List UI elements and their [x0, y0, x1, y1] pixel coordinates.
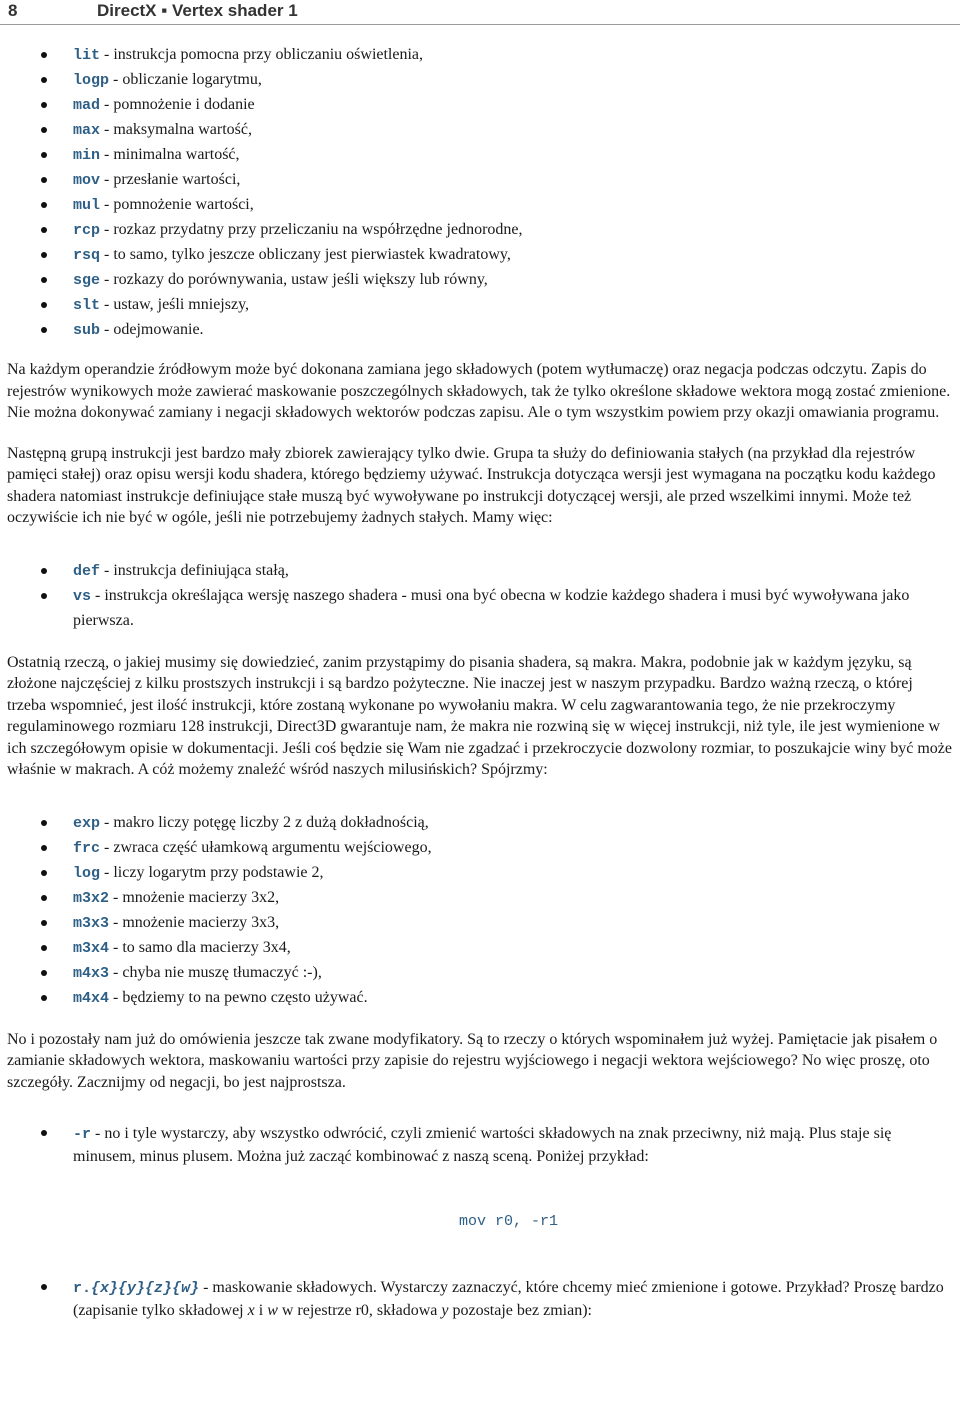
list-item-text: - to samo, tylko jeszcze obliczany jest pierwiastek kwadratowy,: [100, 246, 511, 263]
list-item: [7, 168, 955, 193]
list-item-text: - mnożenie macierzy 3x3,: [109, 913, 280, 931]
var-y: y: [441, 1301, 449, 1319]
instruction-list: [7, 43, 955, 343]
list-item: [7, 193, 955, 218]
list-item: [7, 861, 955, 886]
bullet-icon: [41, 252, 47, 258]
bullet-icon: [41, 995, 47, 1001]
header-rule: [0, 24, 960, 25]
list-item: [7, 318, 955, 343]
code-keyword: log: [73, 864, 101, 882]
bullet-icon: [41, 970, 47, 976]
paragraph-operands: Na każdym operandzie źródłowym może być dokonana zamiana jego składowych (potem wytłumaczę) oraz negacja podczas odczytu. Zapis do rejestrów wynikowych może zawierać maskowanie poszczególnych składowych, tak że tylko określone składowe wektora mogą zostać zmienione. Nie można dokonywać zamiany i negacji składowych wektorów podczas zapisu. Ale o tym wszystkim powiem przy okazji omawiania programu.: [7, 361, 951, 421]
bullet-icon: [41, 77, 47, 83]
code-keyword: mad: [73, 97, 101, 114]
list-item: [7, 68, 955, 93]
code-part: {y}: [118, 1280, 146, 1297]
code-keyword: exp: [73, 814, 101, 832]
code-keyword: m4x3: [73, 964, 110, 982]
paragraph-definitions: Następną grupą instrukcji jest bardzo mały zbiorek zawierający tylko dwie. Grupa ta służy do definiowania stałych (na przykład dla rejestrów pamięci stałej) oraz opisu wersji kodu shadera, którego będziemy używać. Instrukcja dotycząca wersji jest wymagana na początku kodu każdego shadera natomiast instrukcje definiujące stałe muszą być wywoływane po instrukcji dotyczącej wersji, ale przed wszelkimi innymi. Może też oczywiście ich nie być w ogóle, jeśli nie potrzebujemy żadnych stałych. Mamy więc:: [7, 444, 936, 526]
list-item: [7, 986, 955, 1011]
code-keyword: max: [73, 122, 101, 139]
list-item: [7, 886, 955, 911]
code-part: {z}: [145, 1280, 173, 1297]
list-item-text: - maskowanie składowych. Wystarczy zaznaczyć, które chcemy mieć zmienione i gotowe. Przykład? Proszę bardzo (zapisanie tylko składowej: [73, 1279, 944, 1319]
definition-list: [7, 559, 955, 633]
code-keyword: min: [73, 147, 101, 164]
paragraph-macros: Ostatnią rzeczą, o jakiej musimy się dowiedzieć, zanim przystąpimy do pisania shadera, są makra. Makra, podobnie jak w każdym języku, są złożone najczęściej z kilku prostszych instrukcji i są bardzo pożyteczne. Nie inaczej jest w naszym przypadku. Bardzo ważną rzeczą, o której trzeba wspomnieć, jest ilość instrukcji, które zostaną wykonane po wywołaniu makra. W celu zagwarantowania tego, że nie przekroczymy regulaminowego rozmiaru 128 instrukcji, Direct3D gwarantuje nam, że makra nie rozwiną się w więcej instrukcji, niż tyle, ile jest wymienione w ich szczegółowym opisie w dokumentacji. Jeśli coś będzie się Wam nie zgadzać i przekroczycie dozwolony rozmiar, to poszukajcie winy być może właśnie w makrach. A cóż możemy znaleźć wśród naszych milusińskich? Spójrzmy:: [7, 653, 952, 778]
code-keyword: m4x4: [73, 989, 110, 1007]
bullet-icon: [41, 1284, 47, 1290]
modifier-list-2: [7, 1277, 955, 1321]
list-item-mask: [7, 1277, 955, 1321]
bullet-icon: [41, 820, 47, 826]
list-item-text: - mnożenie macierzy 3x2,: [109, 888, 280, 906]
bullet-icon: [41, 177, 47, 183]
bullet-icon: [41, 1130, 47, 1136]
list-item-text: - pomnożenie i dodanie: [100, 96, 255, 113]
code-prefix: r.: [73, 1280, 92, 1297]
var-x: x: [247, 1301, 255, 1319]
list-item: [7, 93, 955, 118]
list-item-text: - makro liczy potęgę liczby 2 z dużą dokładnością,: [100, 813, 429, 831]
code-keyword: vs: [73, 587, 92, 605]
list-item-text: - będziemy to na pewno często używać.: [109, 988, 368, 1006]
paragraph-modifiers: No i pozostały nam już do omówienia jeszcze tak zwane modyfikatory. Są to rzeczy o których wspominałem już wyżej. Pamiętacie jak pisałem o zamianie składowych wektora, maskowaniu wartości przy zapisie do rejestru wyjściowego i negacji wektora wejściowego? No więc proszę, oto szczegóły. Zacznijmy od negacji, bo jest najprostsza.: [7, 1030, 938, 1091]
bullet-icon: [41, 945, 47, 951]
list-item-text: - zwraca część ułamkową argumentu wejściowego,: [100, 838, 432, 856]
list-item-text: - instrukcja definiująca stałą,: [100, 561, 289, 579]
list-item: [7, 961, 955, 986]
bullet-icon: [41, 870, 47, 876]
code-keyword: rcp: [73, 222, 101, 239]
list-item: [7, 584, 955, 633]
code-keyword: -r: [73, 1126, 92, 1143]
list-item: [7, 293, 955, 318]
list-item-text: - instrukcja określająca wersję naszego shadera - musi ona być obecna w kodzie każdego shadera i musi być wywoływana jako pierwsza.: [73, 586, 910, 629]
list-item: [7, 836, 955, 861]
list-item: [7, 559, 955, 584]
list-item-text: - liczy logarytm przy podstawie 2,: [100, 863, 324, 881]
code-keyword: m3x2: [73, 889, 110, 907]
list-item-text: - chyba nie muszę tłumaczyć :-),: [109, 963, 322, 981]
code-keyword: mov: [73, 172, 101, 189]
code-example: mov r0, -r1: [459, 1213, 559, 1230]
bullet-icon: [41, 52, 47, 58]
bullet-icon: [41, 277, 47, 283]
code-keyword: logp: [73, 72, 110, 89]
list-item: [7, 911, 955, 936]
bullet-icon: [41, 227, 47, 233]
list-item-text: - to samo dla macierzy 3x4,: [109, 938, 291, 956]
bullet-icon: [41, 895, 47, 901]
list-item-text: - odejmowanie.: [100, 321, 204, 338]
list-item-text: - ustaw, jeśli mniejszy,: [100, 296, 250, 313]
list-item-text: i: [254, 1301, 268, 1319]
code-keyword: rsq: [73, 247, 101, 264]
code-keyword: m3x3: [73, 914, 110, 932]
list-item-text: - instrukcja pomocna przy obliczaniu oświetlenia,: [100, 46, 424, 63]
page-header: [0, 0, 960, 24]
code-keyword: [73, 1280, 199, 1297]
code-keyword: slt: [73, 297, 101, 314]
list-item-text: - no i tyle wystarczy, aby wszystko odwrócić, czyli zmienić wartości składowych na znak przeciwny, niż mają. Plus staje się minusem, minus plusem. Można już zacząć kombinować z naszą sceną. Poniżej przykład:: [73, 1125, 892, 1165]
bullet-icon: [41, 302, 47, 308]
code-keyword: def: [73, 562, 101, 580]
list-item-text: pozostaje bez zmian):: [448, 1301, 592, 1319]
list-item-text: - maksymalna wartość,: [100, 121, 252, 138]
code-keyword: frc: [73, 839, 101, 857]
code-keyword: sge: [73, 272, 101, 289]
list-item-text: - pomnożenie wartości,: [100, 196, 254, 213]
list-item-text: w rejestrze r0, składowa: [277, 1301, 442, 1319]
list-item: [7, 936, 955, 961]
list-item: [7, 811, 955, 836]
bullet-icon: [41, 202, 47, 208]
bullet-icon: [41, 920, 47, 926]
bullet-icon: [41, 152, 47, 158]
list-item: [7, 243, 955, 268]
list-item-text: - minimalna wartość,: [100, 146, 240, 163]
list-item: [7, 143, 955, 168]
page-number: 8: [8, 1, 18, 20]
page-content: [7, 43, 955, 1321]
bullet-icon: [41, 845, 47, 851]
list-item-text: - przesłanie wartości,: [100, 171, 241, 188]
bullet-icon: [41, 327, 47, 333]
code-part: {w}: [172, 1280, 200, 1297]
code-keyword: lit: [73, 47, 101, 64]
list-item: [7, 218, 955, 243]
list-item-text: - rozkaz przydatny przy przeliczaniu na współrzędne jednorodne,: [100, 221, 523, 238]
list-item: [7, 268, 955, 293]
bullet-icon: [41, 593, 47, 599]
code-keyword: sub: [73, 322, 101, 339]
bullet-icon: [41, 102, 47, 108]
var-w: w: [267, 1301, 278, 1319]
list-item-negation: [7, 1123, 955, 1167]
running-title: DirectX ▪ Vertex shader 1: [97, 1, 298, 20]
bullet-icon: [41, 127, 47, 133]
list-item: [7, 43, 955, 68]
bullet-icon: [41, 568, 47, 574]
list-item-text: - obliczanie logarytmu,: [109, 71, 262, 88]
modifier-list: [7, 1123, 955, 1167]
code-part: {x}: [91, 1280, 119, 1297]
code-keyword: m3x4: [73, 939, 110, 957]
code-keyword: mul: [73, 197, 101, 214]
list-item-text: - rozkazy do porównywania, ustaw jeśli większy lub równy,: [100, 271, 488, 288]
macro-list: [7, 811, 955, 1011]
list-item: [7, 118, 955, 143]
